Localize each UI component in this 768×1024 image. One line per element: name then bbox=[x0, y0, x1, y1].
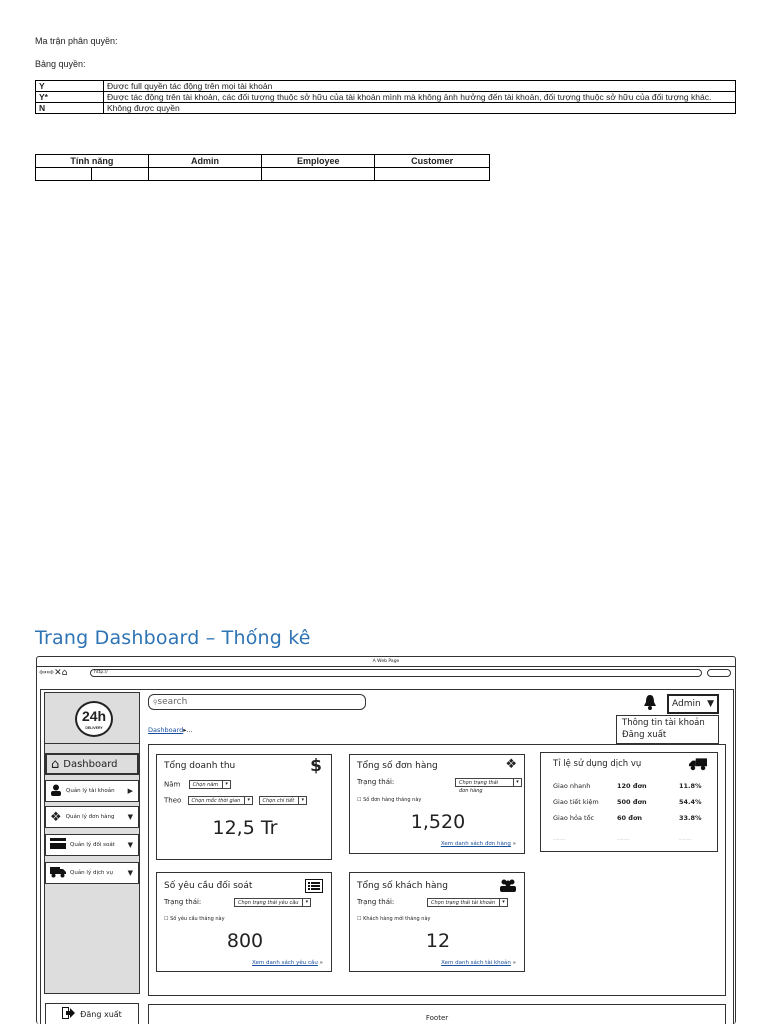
revenue-card bbox=[156, 754, 332, 860]
customers-month-checkbox[interactable]: ☐ Khách hàng mới tháng này bbox=[357, 916, 431, 922]
perm-desc: Được full quyền tác động trên mọi tài khoản bbox=[104, 81, 736, 92]
users-icon bbox=[499, 877, 517, 896]
sidebar-item-label: Quản lý dịch vụ bbox=[70, 870, 113, 876]
sidebar-item-reconcile[interactable] bbox=[45, 834, 139, 856]
link-text: Xem danh sách tài khoản bbox=[441, 960, 511, 966]
status-label: Trạng thái: bbox=[357, 898, 395, 906]
col-header: Admin bbox=[148, 155, 262, 168]
list-item bbox=[553, 836, 713, 846]
chevron-down-icon: ▼ bbox=[127, 813, 133, 821]
search-placeholder: search bbox=[157, 697, 188, 707]
menu-item-account-info[interactable]: Thông tin tài khoản bbox=[622, 718, 705, 728]
double-chevron-icon: » bbox=[319, 960, 323, 966]
search-icon: ⚲ bbox=[153, 699, 158, 706]
orders-list-link[interactable] bbox=[441, 841, 516, 847]
double-chevron-icon: » bbox=[512, 841, 516, 847]
chevron-right-icon: ▶ bbox=[127, 787, 133, 795]
reconcile-list-link[interactable] bbox=[252, 960, 323, 966]
perm-key: Y* bbox=[36, 92, 104, 103]
services-list bbox=[553, 782, 713, 846]
logout-icon bbox=[62, 1007, 76, 1021]
status-row bbox=[357, 898, 522, 906]
chevron-down-icon: ▾ bbox=[298, 797, 306, 804]
list-item bbox=[553, 798, 713, 814]
logo-sub: DELIVERY bbox=[85, 726, 103, 730]
sidebar-item-label: Quản lý đối soát bbox=[70, 842, 115, 848]
list-item bbox=[553, 814, 713, 836]
link-text: Xem danh sách đơn hàng bbox=[440, 841, 511, 847]
logo-text: 24h bbox=[81, 708, 107, 724]
sidebar-item-label: Quản lý đơn hàng bbox=[65, 814, 115, 820]
menu-item-logout[interactable]: Đăng xuất bbox=[622, 730, 667, 740]
chevron-down-icon: ▾ bbox=[244, 797, 252, 804]
col-header: Tính năng bbox=[36, 155, 149, 168]
admin-menu bbox=[616, 715, 719, 744]
perm-key: Y bbox=[36, 81, 104, 92]
status-row bbox=[357, 778, 522, 794]
service-count: 500 đơn bbox=[617, 798, 647, 806]
home-icon: ⌂ bbox=[51, 756, 60, 772]
card-title: Tỉ lệ sử dụng dịch vụ bbox=[553, 759, 642, 769]
chevron-down-icon: ▾ bbox=[513, 779, 521, 786]
checkbox-label: Khách hàng mới tháng này bbox=[363, 916, 431, 922]
perm-desc: Được tác động trên tài khoản, các đối tượng thuộc sở hữu của tài khoản mình mà không ảnh hưởng đến tài khoản, đối tượng thuộc sở hữu của đối tượng khác. bbox=[104, 92, 736, 103]
reconcile-card bbox=[156, 872, 332, 972]
card-title: Tổng doanh thu bbox=[164, 761, 236, 771]
sidebar-item-dashboard[interactable] bbox=[45, 753, 139, 775]
service-name: Giao tiết kiệm bbox=[553, 798, 599, 806]
table-header-row bbox=[36, 155, 490, 168]
reconcile-month-checkbox[interactable]: ☐ Số yêu cầu tháng này bbox=[164, 916, 225, 922]
reconcile-value: 800 bbox=[226, 930, 264, 952]
double-chevron-icon: » bbox=[512, 960, 516, 966]
year-label: Năm bbox=[164, 780, 181, 789]
link-text: Xem danh sách yêu cầu bbox=[252, 960, 318, 966]
url-bar[interactable] bbox=[90, 669, 702, 677]
table-row bbox=[36, 168, 490, 181]
breadcrumb bbox=[148, 726, 193, 734]
service-pct: 11.8% bbox=[679, 782, 702, 790]
truck-icon bbox=[689, 756, 707, 775]
breadcrumb-dashboard[interactable]: Dashboard bbox=[148, 726, 184, 734]
table-cell bbox=[91, 168, 148, 181]
sidebar-item-label: Quản lý tài khoản bbox=[66, 788, 115, 794]
select-value: Chọn năm bbox=[192, 782, 219, 788]
sidebar-item-label: Dashboard bbox=[63, 758, 118, 770]
detail-select[interactable] bbox=[259, 796, 308, 805]
back-icon[interactable]: ⇦ bbox=[39, 668, 47, 678]
url-text: http:// bbox=[94, 670, 108, 675]
table-cell bbox=[148, 168, 262, 181]
logo bbox=[75, 701, 113, 737]
table-cell bbox=[36, 168, 92, 181]
service-name: .......... bbox=[553, 836, 566, 841]
sidebar-item-accounts[interactable] bbox=[45, 780, 139, 802]
year-row bbox=[164, 780, 231, 789]
checkbox-label: Số yêu cầu tháng này bbox=[170, 916, 225, 922]
card-title: Tổng số khách hàng bbox=[357, 881, 448, 891]
permission-table bbox=[35, 80, 736, 114]
orders-card bbox=[349, 754, 525, 854]
checkbox-label: Số đơn hàng tháng này bbox=[363, 797, 422, 803]
sidebar-item-services[interactable] bbox=[45, 862, 139, 884]
logout-label: Đăng xuất bbox=[80, 1009, 122, 1019]
perm-desc: Không được quyền bbox=[104, 103, 736, 114]
service-name: Giao hỏa tốc bbox=[553, 814, 595, 822]
services-card bbox=[540, 752, 718, 852]
close-icon[interactable]: ✕ bbox=[54, 668, 62, 678]
service-count: 120 đơn bbox=[617, 782, 647, 790]
table-cell bbox=[375, 168, 490, 181]
search-input[interactable] bbox=[148, 694, 366, 710]
doc-subtitle: Bảng quyền: bbox=[35, 59, 86, 69]
revenue-value: 12,5 Tr bbox=[212, 817, 278, 839]
list-icon bbox=[305, 878, 323, 897]
admin-label: Admin bbox=[672, 699, 701, 709]
bell-icon[interactable] bbox=[643, 694, 657, 715]
dollar-icon: $ bbox=[310, 756, 322, 776]
col-header: Customer bbox=[375, 155, 490, 168]
chevron-down-icon: ▼ bbox=[127, 841, 133, 849]
col-header: Employee bbox=[262, 155, 375, 168]
footer: Footer bbox=[148, 1004, 726, 1024]
logout-button[interactable] bbox=[45, 1003, 139, 1024]
perm-key: N bbox=[36, 103, 104, 114]
logo-box bbox=[44, 692, 140, 744]
status-label: Trạng thái: bbox=[164, 898, 202, 906]
by-label: Theo bbox=[164, 796, 182, 805]
chevron-down-icon: ▼ bbox=[707, 699, 714, 709]
truck-icon bbox=[50, 866, 66, 881]
orders-month-checkbox[interactable]: ☐ Số đơn hàng tháng này bbox=[357, 797, 422, 803]
reconcile-status-select[interactable] bbox=[234, 898, 311, 907]
period-row bbox=[164, 796, 307, 805]
service-count: .......... bbox=[617, 836, 630, 841]
card-icon bbox=[50, 838, 66, 852]
user-icon bbox=[50, 784, 62, 799]
customers-card bbox=[349, 872, 525, 972]
order-status-select[interactable] bbox=[455, 778, 522, 794]
customer-status-select[interactable] bbox=[427, 898, 508, 907]
select-value: Chọn trạng thái yêu cầu bbox=[238, 900, 299, 906]
select-value: Chọn mốc thời gian bbox=[191, 798, 241, 804]
chevron-down-icon: ▾ bbox=[222, 781, 230, 788]
card-title: Tổng số đơn hàng bbox=[357, 761, 438, 771]
doc-title: Ma trận phân quyền: bbox=[35, 36, 118, 46]
dropbox-icon: ❖ bbox=[505, 757, 517, 772]
select-value: Chọn chi tiết bbox=[262, 798, 295, 804]
breadcrumb-sep: ▸... bbox=[183, 726, 193, 734]
customers-list-link[interactable] bbox=[441, 960, 516, 966]
select-value: Chọn trạng thái tài khoản bbox=[431, 900, 496, 906]
chevron-down-icon: ▼ bbox=[127, 869, 133, 877]
table-row bbox=[36, 103, 736, 114]
period-select[interactable] bbox=[188, 796, 254, 805]
chevron-down-icon: ▾ bbox=[499, 899, 507, 906]
year-select[interactable] bbox=[189, 780, 232, 789]
feature-table bbox=[35, 154, 490, 181]
chevron-down-icon: ▾ bbox=[302, 899, 310, 906]
admin-dropdown[interactable] bbox=[667, 694, 719, 714]
sidebar-item-orders[interactable] bbox=[45, 806, 139, 828]
dropbox-icon: ❖ bbox=[50, 809, 62, 825]
customers-value: 12 bbox=[425, 930, 451, 952]
window-title: A Web Page bbox=[37, 657, 735, 667]
table-row bbox=[36, 81, 736, 92]
list-item bbox=[553, 782, 713, 798]
service-pct: .......... bbox=[679, 836, 692, 841]
status-row bbox=[164, 898, 329, 906]
section-heading: Trang Dashboard – Thống kê bbox=[35, 627, 311, 649]
forward-icon[interactable]: ⇨ bbox=[46, 668, 55, 678]
card-title: Số yêu cầu đối soát bbox=[164, 881, 253, 891]
service-count: 60 đơn bbox=[617, 814, 643, 822]
orders-value: 1,520 bbox=[410, 811, 466, 833]
service-pct: 54.4% bbox=[679, 798, 702, 806]
select-value: Chọn trạng thái đơn hàng bbox=[459, 780, 499, 794]
table-row bbox=[36, 92, 736, 103]
status-label: Trạng thái: bbox=[357, 778, 395, 786]
service-pct: 33.8% bbox=[679, 814, 702, 822]
table-cell bbox=[262, 168, 375, 181]
nav-controls bbox=[39, 668, 67, 678]
service-name: Giao nhanh bbox=[553, 782, 591, 790]
search-box-browser[interactable] bbox=[707, 669, 731, 677]
home-icon[interactable]: ⌂ bbox=[61, 668, 68, 678]
